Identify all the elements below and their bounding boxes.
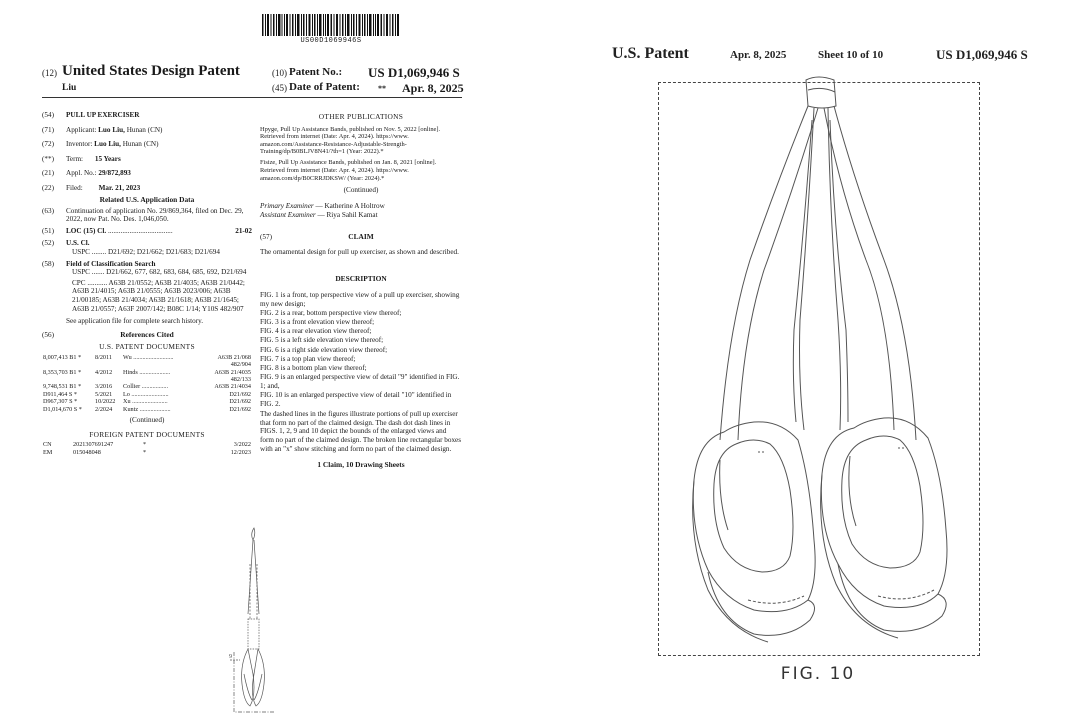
- claim-text: The ornamental design for pull up exerciser, as shown and described.: [260, 247, 459, 256]
- us-doc-row-cell: Xu .......................: [123, 398, 168, 406]
- foreign-doc-row-cell: 12/2023: [230, 448, 251, 456]
- foreign-doc-row-cell: 3/2022: [233, 441, 251, 449]
- us-doc-row: [42, 361, 252, 368]
- us-doc-row-cell: [94, 376, 122, 383]
- appl-no: 29/872,893: [98, 169, 131, 178]
- us-doc-row-cell: [122, 376, 197, 383]
- date-marker: **: [378, 84, 386, 93]
- description-line: FIG. 8 is a bottom plan view thereof;: [260, 364, 367, 372]
- us-doc-row-cell: 5/2021: [95, 390, 113, 398]
- sheet-number: Sheet 10 of 10: [818, 49, 884, 61]
- publication-1: Hpyge, Pull Up Assistance Bands, published on Nov. 5, 2022 [online]. Retrieved from internet (Date: Apr. 4, 2024). https://www. amazon.com/Assistance-Resistance-Adjustable-Strength-Training/dp/B0BLJV8N41/?th=1 (Year: 2022).*: [260, 125, 441, 156]
- foreign-doc-row: [42, 441, 252, 448]
- us-doc-row-cell: A63B 21/068: [217, 353, 251, 361]
- us-doc-row-cell: Wu ..........................: [123, 353, 174, 361]
- us-doc-row-cell: 8/2011: [95, 353, 112, 361]
- us-doc-row-cell: A63B 21/4034: [214, 383, 251, 391]
- us-doc-row-cell: D967,307 S *: [43, 398, 78, 406]
- us-doc-row: [42, 376, 252, 383]
- foreign-docs-head: FOREIGN PATENT DOCUMENTS: [89, 429, 205, 439]
- us-doc-row-cell: D21/692: [229, 405, 251, 413]
- us-doc-row-cell: 8,353,703 B1 *: [43, 368, 82, 376]
- description-line: FIG. 3 is a front elevation view thereof;: [260, 318, 375, 327]
- sheet-publisher: U.S. Patent: [612, 45, 689, 62]
- us-doc-row-cell: 4/2012: [95, 368, 113, 376]
- foreign-docs-table: [42, 441, 252, 456]
- pull-up-exerciser-drawing: [658, 60, 980, 656]
- us-doc-row: [42, 398, 252, 405]
- primary-examiner: — Katherine A Holtrow: [315, 202, 385, 211]
- us-patent-docs-table: [42, 354, 252, 413]
- us-doc-row-cell: 2/2024: [95, 405, 113, 413]
- sheet-date: Apr. 8, 2025: [730, 49, 787, 61]
- loc-value: 21-02: [235, 227, 252, 236]
- us-doc-row-cell: [42, 361, 94, 368]
- us-doc-row-cell: A63B 21/4035: [214, 368, 251, 376]
- description-line: FIG. 6 is a right side elevation view thereof;: [260, 345, 388, 354]
- us-doc-row-cell: 9,748,531 B1 *: [43, 383, 82, 391]
- date-label: Date of Patent:: [289, 81, 360, 93]
- us-doc-row-cell: [122, 361, 197, 368]
- patent-no-value: US D1,069,946 S: [368, 65, 460, 80]
- us-doc-row-cell: 3/2016: [95, 383, 113, 391]
- foreign-doc-row-cell: CN: [43, 441, 52, 449]
- term-value: 15 Years: [94, 154, 121, 163]
- description-paragraph: The dashed lines in the figures illustrate portions of pull up exerciser that form no part of the claimed design. The dash dot dash lines in FIGS. 1, 2, 9 and 10 depict the bounds of the enlarged views and form no part of the claimed design. The broken line rectangular boxes with an "x" show stitching and form no part of the claimed design.: [260, 410, 462, 453]
- us-doc-row-cell: [94, 361, 122, 368]
- kind-code: (12): [42, 68, 57, 78]
- filed-date: Mar. 21, 2023: [98, 183, 141, 192]
- description-line: FIG. 4 is a rear elevation view thereof;: [260, 327, 372, 336]
- front-page-figure-thumbnail: [226, 524, 282, 716]
- inventor-name: Luo Liu,: [94, 140, 121, 149]
- inventor-surname: Liu: [62, 83, 77, 93]
- us-doc-row: [42, 406, 252, 413]
- description-head: DESCRIPTION: [335, 273, 387, 283]
- patent-type: United States Design Patent: [62, 63, 240, 79]
- us-doc-row-cell: D911,464 S *: [43, 390, 77, 398]
- assistant-examiner: — Riya Sahil Kamat: [317, 210, 378, 219]
- us-doc-row-cell: Collier .................: [123, 383, 169, 391]
- description-line: FIG. 10 is an enlarged perspective view of detail "10" identified in FIG. 2.: [260, 390, 452, 408]
- description-line: FIG. 7 is a top plan view thereof;: [260, 354, 356, 363]
- claim-head: CLAIM: [348, 232, 374, 242]
- foreign-doc-row-cell: EM: [43, 448, 53, 456]
- foreign-doc-row-cell: *: [143, 448, 147, 456]
- us-doc-row-cell: 8,007,413 B1 *: [43, 353, 82, 361]
- title: PULL UP EXERCISER: [66, 111, 140, 119]
- biblio-column: (54) PULL UP EXERCISER (71) Applicant: Luo Liu, Hunan (CN) (72) Inventor: Luo Liu, Hunan (CN) (**) Term: 15 Years (21) Appl. No.: 29/872,893 (22) Filed: Mar. 21, 2023 Related U.S. Application Data (63) Continuation of application No. 29/869,364, filed on Dec. 29, 2022, now Pat. No. Des. 1,046,050. (51) LOC (15) Cl. .................................... 21-02 (52) U.S. Cl. USPC ........ D21/692; D21/662; D21/683; D21/694 (58) Field of Classification Search USPC ....... D21/662, 677, 682, 683, 684, 685, 692, D21/694 CPC ........... A63B 21/0552; A63B 21/4035; A63B 21/0442; A63B 21/4015; A63B 21/0555; A63B 2023/006; A63B 21/00185; A63B 21/4034; A63B 21/1618; A63B 21/1645; A63B 21/0557; A63F 2007/142; B08C 1/14; Y10S 482/907 See application file for complete search history. (56) References Cited U.S. PATENT DOCUMENTS 8,007,413 B1 * 8/2011 Wu .......................... A63B 21/068 482/904 8,353,703 B1 * 4/2012 Hinds .................... A63B 21/4035 482/133 9,748,531 B1 * 3/2016 Collier ................. A63B 21/4034 D911,464 S * 5/2021 Lo ........................ D21/692 D967,307 S * 10/2022 Xu ....................... D21/692 D1,014,670 S * 2/2024 Kuntz .................... D21/692 (Continued) FOREIGN PATENT DOCUMENTS CN 2021307691247 * 3/2022 EM 015048048 * 12/2023: [42, 111, 252, 456]
- claims-count: 1 Claim, 10 Drawing Sheets: [317, 460, 405, 470]
- continuation-text: Continuation of application No. 29/869,364, filed on Dec. 29, 2022, now Pat. No. Des. 1,046,050.: [66, 206, 244, 224]
- field-note: See application file for complete search history.: [66, 316, 204, 325]
- us-doc-row: [42, 383, 252, 390]
- description-line: FIG. 1 is a front, top perspective view of a pull up exerciser, showing my new design;: [260, 291, 460, 308]
- us-doc-row-cell: Kuntz ....................: [123, 405, 171, 413]
- us-doc-row-cell: 482/133: [230, 376, 251, 384]
- sheet-patent-number: US D1,069,946 S: [936, 47, 1028, 62]
- drawing-sheet: [560, 0, 1080, 720]
- patent-no-label: Patent No.:: [289, 66, 343, 78]
- foreign-doc-row-cell: *: [143, 441, 147, 449]
- us-doc-row: [42, 354, 252, 361]
- date-code: (45): [272, 83, 287, 93]
- description-lines: [260, 291, 462, 408]
- header-rule: [42, 97, 462, 98]
- field-cpc: CPC ........... A63B 21/0552; A63B 21/4035; A63B 21/0442; A63B 21/4015; A63B 21/0555; A63B 2023/006; A63B 21/00185; A63B 21/4034; A63B 21/1618; A63B 21/1645; A63B 21/0557; A63F 2007/142; B08C 1/14; Y10S 482/907: [72, 278, 245, 313]
- description-line: FIG. 9 is an enlarged perspective view of detail "9" identified in FIG. 1; and,: [260, 373, 460, 390]
- figure-label: FIG. 10: [780, 664, 856, 684]
- barcode-number: US00D1069946S: [300, 37, 362, 45]
- publications-column: OTHER PUBLICATIONS Hpyge, Pull Up Assistance Bands, published on Nov. 5, 2022 [online]. Retrieved from internet (Date: Apr. 4, 2024). https://www. amazon.com/Assistance-Resistance-Adjustable-Strength-Training/dp/B0BLJV8N41/?th=1 (Year: 2022).* Fisize, Pull Up Assistance Bands, published on Jan. 8, 2021 [online]. Retrieved from internet (Date: Apr. 4, 2024). https://www. amazon.com/dp/B0CRRJDKSW/ (Year: 2024).* (Continued) Primary Examiner — Katherine A Holtrow Assistant Examiner — Riya Sahil Kamat (57) CLAIM The ornamental design for pull up exerciser, as shown and described. DESCRIPTION FIG. 1 is a front, top perspective view of a pull up exerciser, showing my new design; FIG. 2 is a rear, bottom perspective view thereof; FIG. 3 is a front elevation view thereof; FIG. 4 is a rear elevation view thereof; FIG. 5 is a left side elevation view thereof; FIG. 6 is a right side elevation view thereof; FIG. 7 is a top plan view thereof; FIG. 8 is a bottom plan view thereof; FIG. 9 is an enlarged perspective view of detail "9" identified in FIG. 1; and, FIG. 10 is an enlarged perspective view of detail "10" identified in FIG. 2. The dashed lines in the figures illustrate portions of pull up exerciser that form no part of the claimed design. The dash dot dash lines in FIGS. 1, 2, 9 and 10 depict the bounds of the enlarged views and form no part of the claimed design. The broken line rectangular boxes with an "x" show stitching and form no part of the claimed design. 1 Claim, 10 Drawing Sheets: [260, 112, 462, 470]
- publication-2: Fisize, Pull Up Assistance Bands, published on Jan. 8, 2021 [online]. Retrieved from internet (Date: Apr. 4, 2024). https://www. amazon.com/dp/B0CRRJDKSW/ (Year: 2024).*: [260, 159, 437, 182]
- us-doc-row-cell: 10/2022: [95, 398, 116, 406]
- us-doc-row: [42, 369, 252, 376]
- barcode-graphic: [262, 14, 400, 36]
- pubs-continued: (Continued): [343, 185, 379, 194]
- us-doc-row-cell: D21/692: [229, 390, 251, 398]
- applicant-name: Luo Liu,: [98, 125, 125, 134]
- foreign-doc-row-cell: 015048048: [73, 448, 101, 456]
- refs-continued: (Continued): [129, 416, 165, 425]
- us-doc-row-cell: [42, 376, 94, 383]
- foreign-doc-row-cell: 2021307691247: [73, 441, 114, 449]
- description-line: FIG. 2 is a rear, bottom perspective view thereof;: [260, 308, 402, 317]
- us-doc-row-cell: 482/904: [230, 361, 251, 369]
- refs-head: References Cited: [120, 330, 174, 340]
- description-line: FIG. 5 is a left side elevation view thereof;: [260, 336, 384, 345]
- date-value: Apr. 8, 2025: [402, 81, 464, 95]
- us-doc-row-cell: D21/692: [229, 398, 251, 406]
- other-pub-head: OTHER PUBLICATIONS: [318, 112, 404, 121]
- us-doc-row-cell: Hinds ....................: [123, 368, 171, 376]
- patent-no-code: (10): [272, 68, 287, 78]
- front-page: [0, 0, 520, 720]
- foreign-doc-row: [42, 449, 252, 456]
- us-doc-row: [42, 391, 252, 398]
- related-head: Related U.S. Application Data: [99, 194, 195, 204]
- us-doc-row-cell: Lo ........................: [123, 390, 169, 398]
- uspc-line: USPC ........ D21/692; D21/662; D21/683; D21/694: [72, 247, 220, 256]
- field-uspc: USPC ....... D21/662, 677, 682, 683, 684, 685, 692, D21/694: [72, 268, 247, 277]
- thumbnail-detail-label: 9: [229, 654, 232, 660]
- us-docs-head: U.S. PATENT DOCUMENTS: [99, 342, 195, 352]
- us-doc-row-cell: D1,014,670 S *: [43, 405, 82, 413]
